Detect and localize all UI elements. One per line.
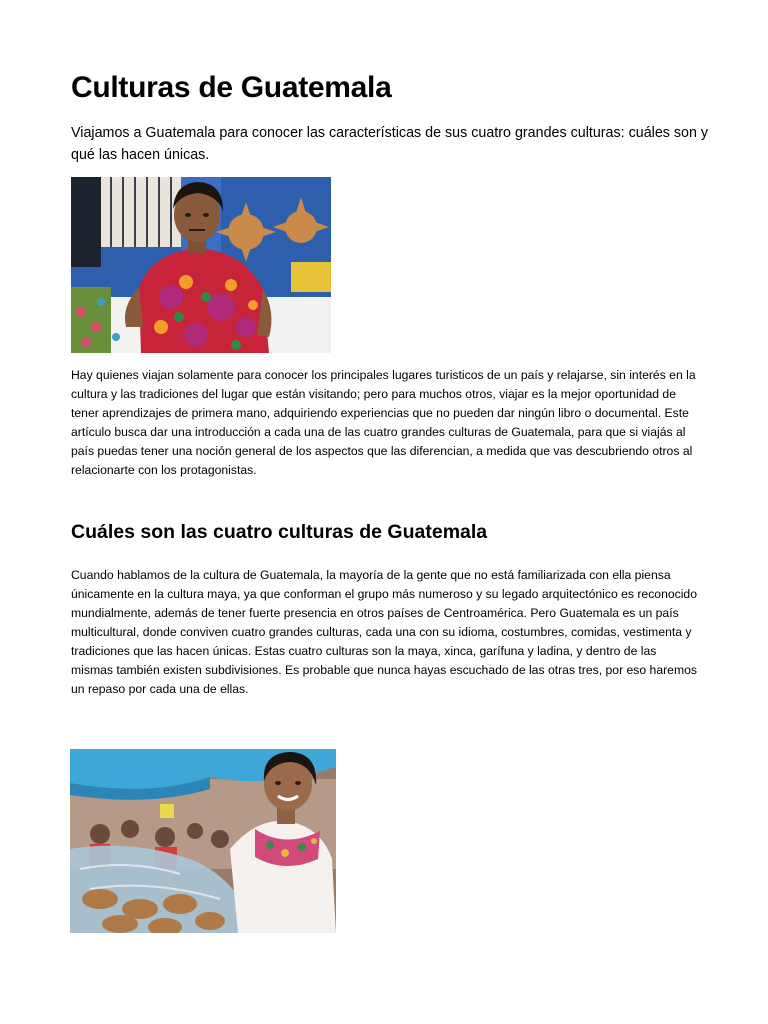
woman-market-stall-photo bbox=[70, 749, 336, 933]
woman-colorful-huipil-photo bbox=[71, 177, 331, 353]
section-heading: Cuáles son las cuatro culturas de Guatemala bbox=[71, 521, 488, 543]
cultures-paragraph: Cuando hablamos de la cultura de Guatemala, la mayoría de la gente que no está familiarizada con ella piensa únicamente en la cultura maya, ya que conforman el grupo más numeroso y su legado arquitectónico es reconocido mundialmente, además de tener fuerte presencia en otros países de Centroamérica. Pero Guatemala es un país multicultural, donde conviven cuatro grandes culturas, cada una con su idioma, costumbres, comidas, vestimenta y tradiciones que las hacen únicas. Estas cuatro culturas son la maya, xinca, garífuna y ladina, y dentro de las mismas también existen subdivisiones. Es probable que nunca hayas escuchado de las otras tres, por eso haremos un repaso por cada una de ellas. bbox=[71, 568, 697, 696]
intro-paragraph: Hay quienes viajan solamente para conocer los principales lugares turisticos de un país y relajarse, sin interés en la cultura y las tradiciones del lugar que están visitando; pero para muchos otros, viajar es la mejor oportunidad de tener aprendizajes de primera mano, adquiriendo experiencias que no pueden dar ningún libro o documental. Este artículo busca dar una introducción a cada una de las cuatro grandes culturas de Guatemala, para que si viajás al país puedas tener una noción general de los aspectos que las diferencian, a medida que vas descubriendo otros al relacionarte con los protagonistas. bbox=[71, 368, 696, 477]
page-title: Culturas de Guatemala bbox=[71, 71, 392, 104]
article-subtitle: Viajamos a Guatemala para conocer las características de sus cuatro grandes culturas: cuáles son y qué las hacen únicas. bbox=[71, 125, 709, 163]
